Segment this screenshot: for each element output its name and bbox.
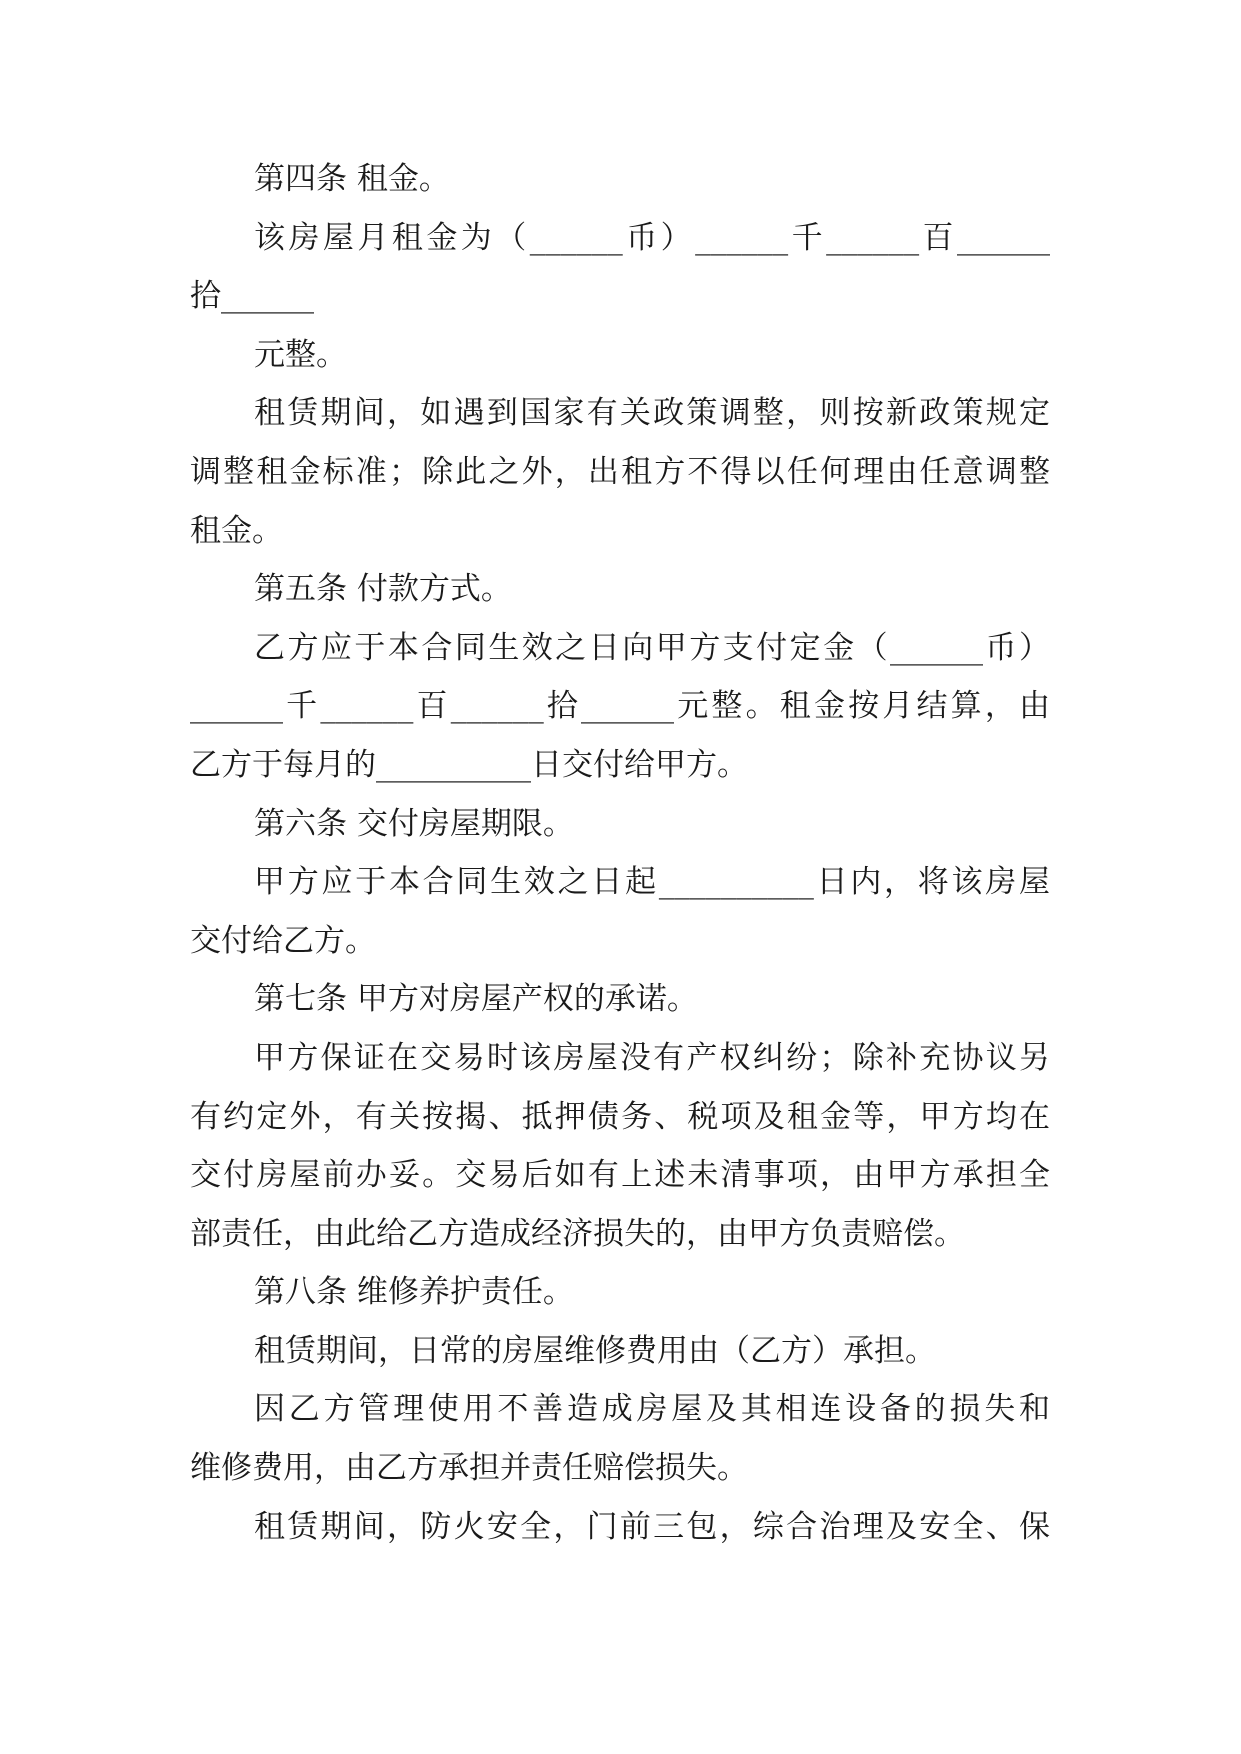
text-line: 租赁期间，如遇到国家有关政策调整，则按新政策规定 [254, 395, 1050, 432]
article-7-heading: 第七条 甲方对房屋产权的承诺。 [254, 981, 698, 1018]
text-line: 交付给乙方。 [190, 922, 376, 959]
text-line: 拾______ [190, 278, 314, 315]
article-5-heading: 第五条 付款方式。 [254, 571, 512, 608]
text-line: ______千______百______拾______元整。租金按月结算，由 [190, 688, 1050, 725]
article-6-heading: 第六条 交付房屋期限。 [254, 805, 574, 842]
text-line: 部责任，由此给乙方造成经济损失的，由甲方负责赔偿。 [190, 1215, 965, 1252]
text-line: 有约定外，有关按揭、抵押债务、税项及租金等，甲方均在 [190, 1098, 1050, 1135]
text-line: 调整租金标准；除此之外，出租方不得以任何理由任意调整 [190, 453, 1050, 490]
text-line: 元整。 [254, 336, 347, 373]
text-line: 乙方应于本合同生效之日向甲方支付定金（______币） [254, 629, 1050, 666]
article-4-heading: 第四条 租金。 [254, 161, 450, 197]
text-line: 甲方应于本合同生效之日起__________日内，将该房屋 [254, 864, 1050, 901]
text-line: 租金。 [190, 512, 283, 549]
text-line: 该房屋月租金为（______币）______千______百______ [254, 219, 1050, 256]
text-line: 维修费用，由乙方承担并责任赔偿损失。 [190, 1450, 748, 1487]
text-line: 租赁期间，防火安全，门前三包，综合治理及安全、保 [254, 1508, 1050, 1545]
article-8-heading: 第八条 维修养护责任。 [254, 1274, 574, 1311]
text-line: 乙方于每月的__________日交付给甲方。 [190, 746, 748, 783]
text-line: 甲方保证在交易时该房屋没有产权纠纷；除补充协议另 [254, 1039, 1050, 1076]
document-page [190, 150, 1050, 1556]
text-line: 交付房屋前办妥。交易后如有上述未清事项，由甲方承担全 [190, 1157, 1050, 1194]
text-line: 租赁期间，日常的房屋维修费用由（乙方）承担。 [254, 1332, 936, 1369]
text-line: 因乙方管理使用不善造成房屋及其相连设备的损失和 [254, 1391, 1050, 1428]
